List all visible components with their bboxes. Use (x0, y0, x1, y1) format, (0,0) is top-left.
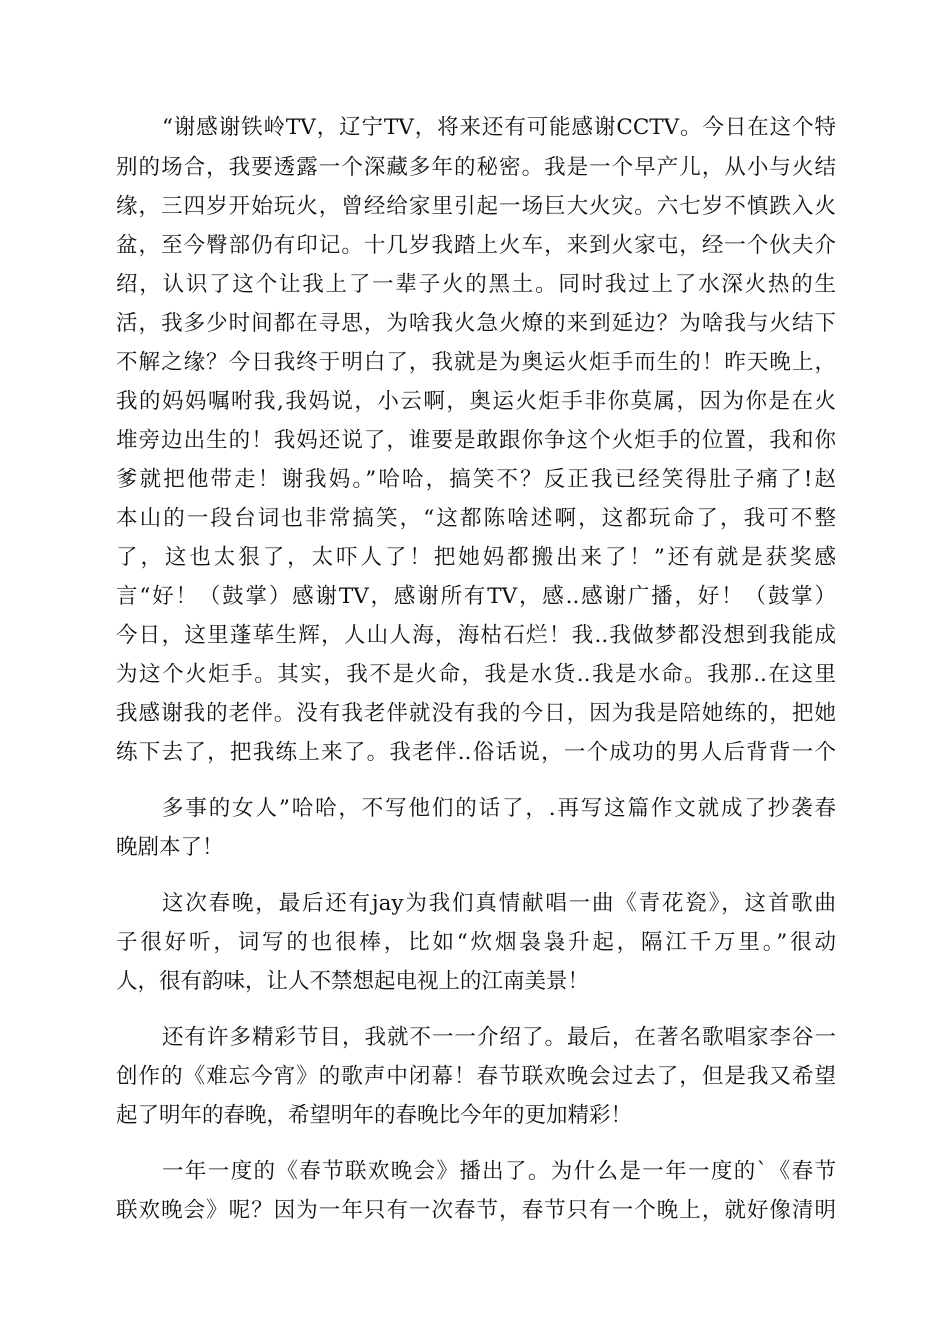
text-line: 联欢晚会》呢？因为一年只有一次春节，春节只有一个晚上，就好像清明 (116, 1198, 836, 1223)
text-line: 不解之缘？今日我终于明白了，我就是为奥运火炬手而生的！昨天晚上， (116, 350, 836, 375)
text-line: 爹就把他带走！谢我妈。”哈哈，搞笑不？反正我已经笑得肚子痛了!赵 (116, 467, 836, 492)
text-line: 子很好听，词写的也很棒，比如“炊烟袅袅升起，隔江千万里。”很动 (116, 930, 836, 955)
text-line: 本山的一段台词也非常搞笑，“这都陈啥述啊，这都玩命了，我可不整 (116, 506, 836, 531)
text-line: 还有许多精彩节目，我就不一一介绍了。最后，在著名歌唱家李谷一 (162, 1025, 836, 1050)
text-line: “谢感谢铁岭TV，辽宁TV，将来还有可能感谢CCTV。今日在这个特 (162, 115, 836, 140)
text-line: 今日，这里蓬荜生辉，人山人海，海枯石烂！我..我做梦都没想到我能成 (116, 623, 836, 648)
text-line: 练下去了，把我练上来了。我老伴..俗话说，一个成功的男人后背背一个 (116, 740, 836, 765)
text-line: 盆，至今臀部仍有印记。十几岁我踏上火车，来到火家屯，经一个伙夫介 (116, 233, 836, 258)
text-line: 为这个火炬手。其实，我不是火命，我是水货..我是水命。我那..在这里 (116, 662, 836, 687)
text-line: 我的妈妈嘱咐我,我妈说，小云啊，奥运火炬手非你莫属，因为你是在火 (116, 389, 836, 414)
text-line: 一年一度的《春节联欢晚会》播出了。为什么是一年一度的`《春节 (162, 1159, 836, 1184)
text-line: 缘，三四岁开始玩火，曾经给家里引起一场巨大火灾。六七岁不慎跌入火 (116, 194, 836, 219)
text-line: 绍，认识了这个让我上了一辈子火的黑土。同时我过上了水深火热的生 (116, 272, 836, 297)
text-line: 堆旁边出生的！我妈还说了，谁要是敢跟你争这个火炬手的位置，我和你 (116, 428, 836, 453)
text-line: 活，我多少时间都在寻思，为啥我火急火燎的来到延边？为啥我与火结下 (116, 311, 836, 336)
text-line: 言“好！（鼓掌）感谢TV，感谢所有TV，感..感谢广播，好！（鼓掌） (116, 584, 836, 609)
text-line: 创作的《难忘今宵》的歌声中闭幕！春节联欢晚会过去了，但是我又希望 (116, 1064, 836, 1089)
text-line: 了，这也太狠了，太吓人了！把她妈都搬出来了！”还有就是获奖感 (116, 545, 836, 570)
text-line: 人，很有韵味，让人不禁想起电视上的江南美景！ (116, 969, 590, 994)
text-line: 这次春晚，最后还有jay为我们真情献唱一曲《青花瓷》，这首歌曲 (162, 891, 836, 916)
text-line: 晚剧本了！ (116, 835, 224, 860)
text-line: 多事的女人”哈哈，不写他们的话了，.再写这篇作文就成了抄袭春 (162, 796, 836, 821)
text-line: 别的场合，我要透露一个深藏多年的秘密。我是一个早产儿，从小与火结 (116, 155, 836, 180)
text-line: 我感谢我的老伴。没有我老伴就没有我的今日，因为我是陪她练的，把她 (116, 701, 836, 726)
text-line: 起了明年的春晚，希望明年的春晚比今年的更加精彩！ (116, 1103, 633, 1128)
